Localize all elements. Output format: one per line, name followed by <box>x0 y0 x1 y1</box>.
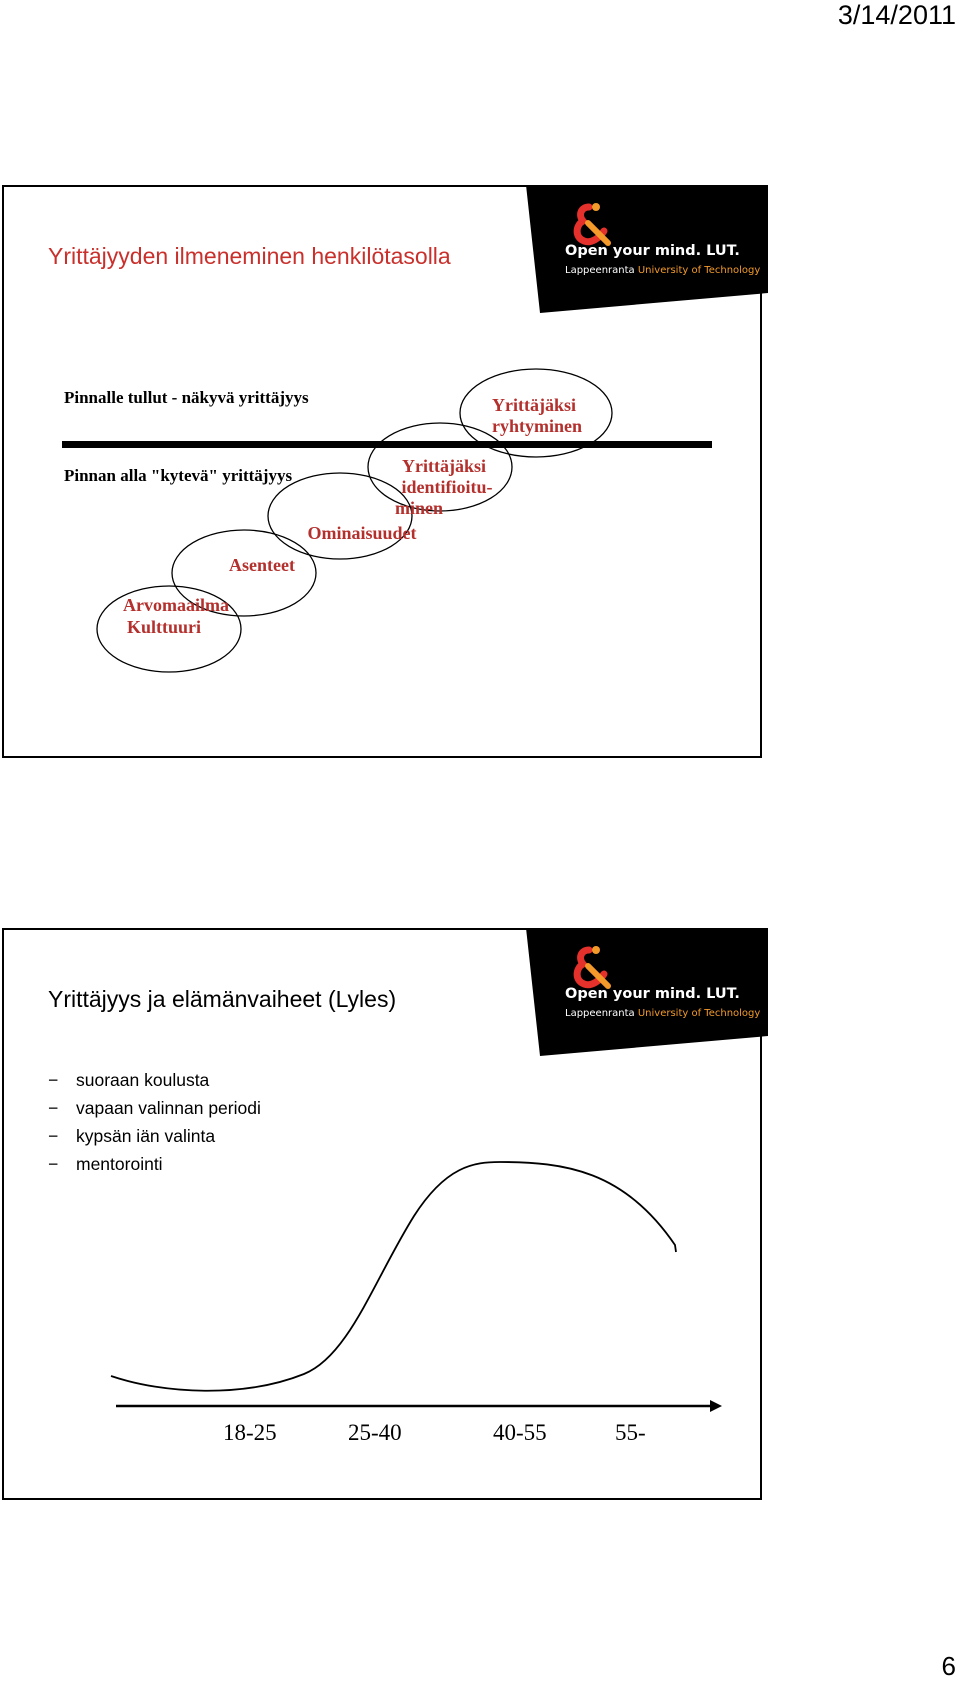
stage-identification-line2: identifioitu- <box>401 477 493 497</box>
surface-line <box>62 441 712 448</box>
stage-traits-label: Ominaisuudet <box>307 523 417 543</box>
stage-values-line2: Kulttuuri <box>126 617 202 637</box>
stage-identification-line3: minen <box>394 498 444 518</box>
slide-1-title: Yrittäjyyden ilmeneminen henkilötasolla <box>48 243 451 269</box>
brand-org-part1: Lappeenranta <box>565 1008 635 1019</box>
stage-founding-line1: Yrittäjäksi <box>492 395 576 415</box>
x-axis-arrowhead <box>710 1400 722 1412</box>
stage-values-line1: Arvomaailma <box>123 595 229 615</box>
life-stage-chart <box>4 930 760 1498</box>
brand-tagline: Open your mind. LUT. <box>565 986 740 1002</box>
page-date: 3/14/2011 <box>837 0 956 30</box>
bullet-marker: − <box>48 1098 59 1118</box>
below-surface-label: Pinnan alla "kytevä" yrittäjyys <box>64 466 293 485</box>
surface-label: Pinnalle tullut - näkyvä yrittäjyys <box>64 388 309 407</box>
life-stage-curve <box>111 1162 676 1391</box>
brand-org-part1: Lappeenranta <box>565 265 635 276</box>
bullet-text: kypsän iän valinta <box>76 1126 216 1146</box>
age-label: 25-40 <box>348 1420 402 1445</box>
bullet-text: mentorointi <box>76 1154 163 1174</box>
bullet-marker: − <box>48 1154 59 1174</box>
page-number: 6 <box>941 1651 956 1681</box>
brand-org-part2: University of Technology <box>637 1008 761 1019</box>
brand-tagline: Open your mind. LUT. <box>565 243 740 259</box>
bullet-text: suoraan koulusta <box>76 1070 210 1090</box>
age-label: 18-25 <box>223 1420 277 1445</box>
age-label: 55- <box>615 1420 646 1445</box>
slide-1 <box>2 185 762 758</box>
brand-org-part2: University of Technology <box>637 265 761 276</box>
stage-ellipse-traits <box>268 473 412 559</box>
stage-founding-line2: ryhtyminen <box>492 416 582 436</box>
bullet-marker: − <box>48 1070 59 1090</box>
slide-2-title: Yrittäjyys ja elämänvaiheet (Lyles) <box>48 986 397 1012</box>
bullet-text: vapaan valinnan periodi <box>76 1098 261 1118</box>
entrepreneurship-diagram <box>4 187 760 756</box>
stage-identification-line1: Yrittäjäksi <box>402 456 486 476</box>
stage-attitudes-label: Asenteet <box>229 555 295 575</box>
bullet-marker: − <box>48 1126 59 1146</box>
age-label: 40-55 <box>493 1420 547 1445</box>
slide-2 <box>2 928 762 1500</box>
